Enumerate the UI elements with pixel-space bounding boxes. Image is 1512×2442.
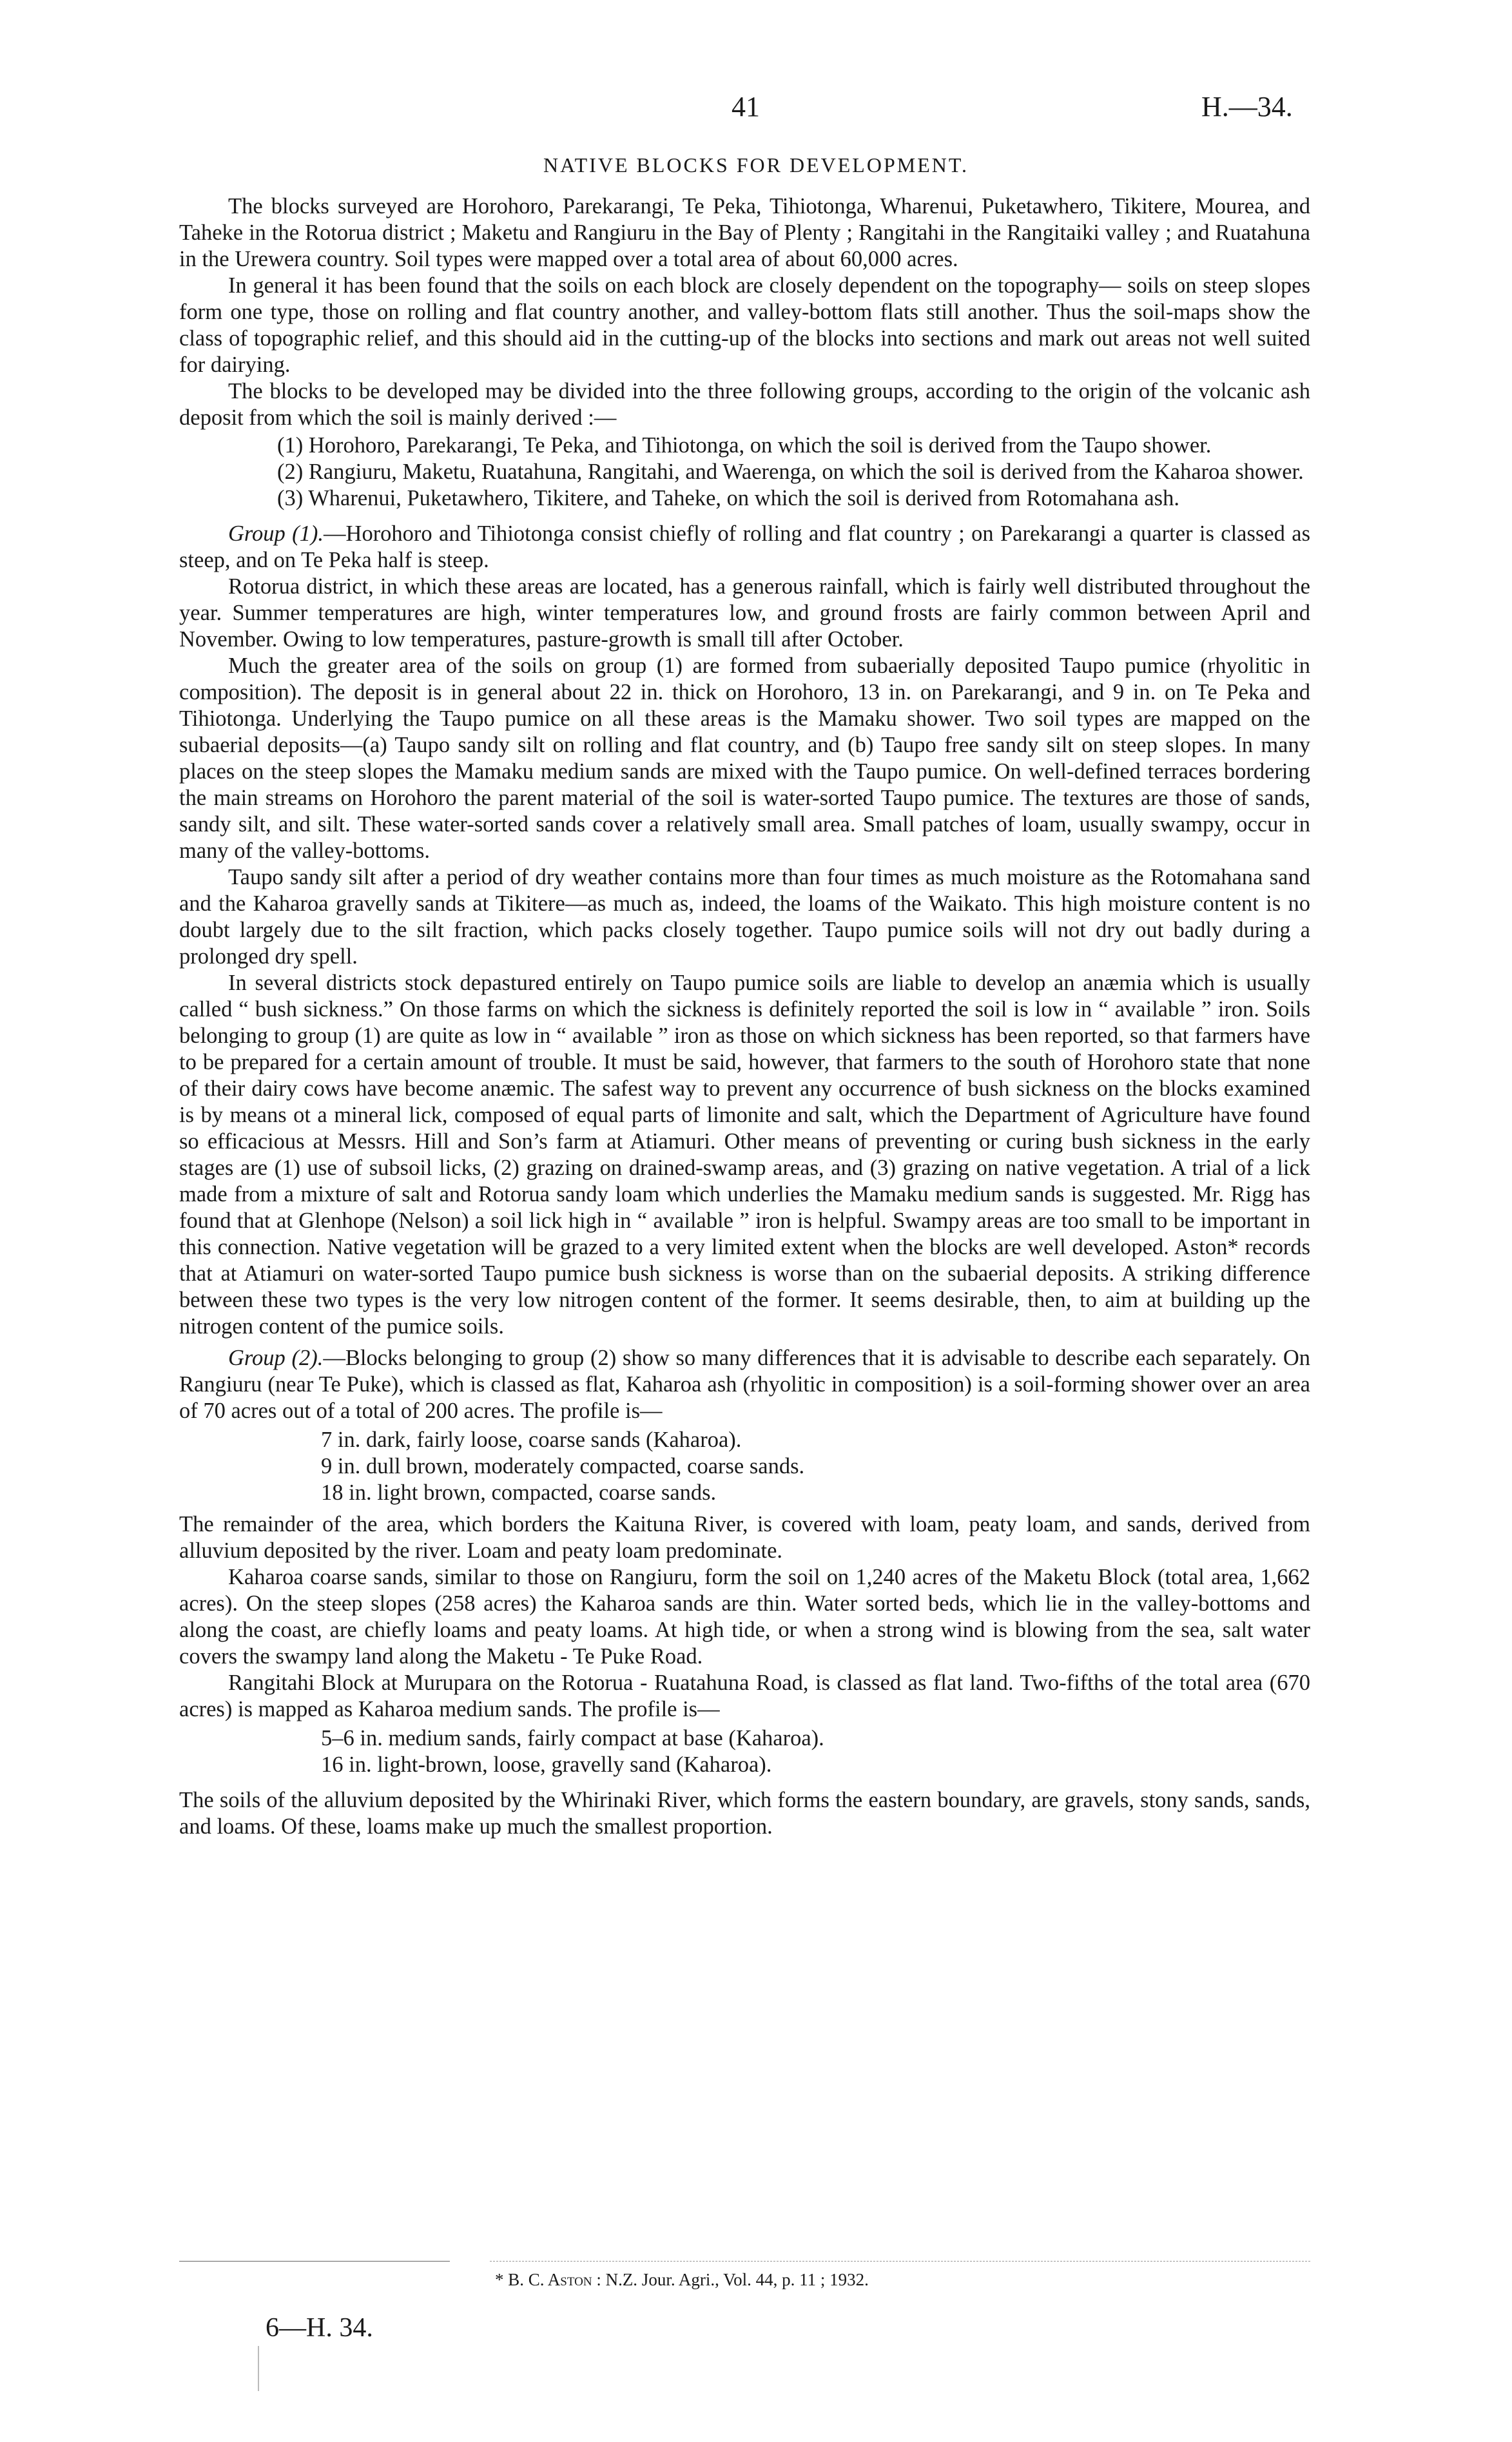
profile-line: 5–6 in. medium sands, fairly compact at base (Kaharoa). [321,1726,824,1750]
paragraph-moisture: Taupo sandy silt after a period of dry weather contains more than four times as much moisture as the Rotomahana sand and the Kaharoa gravelly sands at Tikitere—as much as, indeed, the loams of the Waikato. This high moisture content is no doubt largely due to the silt fraction, which packs closely together. Taupo pumice soils will not dry out badly during a prolonged dry spell. [179,865,1310,969]
groups-list-item: (3) Wharenui, Puketawhero, Tikitere, and Taheke, on which the soil is derived from Rotomahana ash. [277,486,1179,510]
printer-signature: 6—H. 34. [266,2313,373,2343]
footnote-rule-dashed [490,2261,1310,2262]
profile-line: 18 in. light brown, compacted, coarse sands. [321,1480,717,1505]
paragraph-bush-sickness: In several districts stock depastured entirely on Taupo pumice soils are liable to develop an anæmia which is usually called “ bush sickness.” On those farms on which the sickness is definitely reported the soil is low in “ available ” iron. Soils belonging to group (1) are quite as low in “ available ” iron as those on which sickness has been reported, so that farmers have to be prepared for a certain amount of trouble. It must be said, however, that farmers to the south of Horohoro state that none of their dairy cows have become anæmic. The safest way to prevent any occurrence of bush sickness on the blocks examined is by means ot a mineral lick, composed of equal parts of limonite and salt, which the Department of Agriculture have found so efficacious at Messrs. Hill and Son’s farm at Atiamuri. Other means of preventing or curing bush sickness in the early stages are (1) use of subsoil licks, (2) grazing on drained-swamp areas, and (3) grazing on native vegetation. A trial of a lick made from a mixture of salt and Rotorua sandy loam which underlies the Mamaku medium sands is suggested. Mr. Rigg has found that at Glenhope (Nelson) a soil lick high in “ available ” iron is helpful. Swampy areas are too small to be important in this connection. Native vegetation will be grazed to a very limited extent when the blocks are well developed. Aston* records that at Atiamuri on water-sorted Taupo pumice bush sickness is worse than on the subaerial deposits. A striking difference between these two types is the very low nitrogen content of the former. It seems desirable, then, to aim at building up the nitrogen content of the pumice soils. [179,971,1310,1339]
group2-lead-text: —Blocks belonging to group (2) show so many differences that it is advisable to describe each separately. On Rangiuru (near Te Puke), which is classed as flat, Kaharoa ash (rhyolitic in composition) is a soil-forming shower over an area of 70 acres out of a total of 200 acres. The profile is— [179,1346,1311,1423]
footnote [495,2270,869,2290]
margin-mark [258,2346,259,2391]
paragraph-intro-3: The blocks to be developed may be divided into the three following groups, according to the origin of the volcanic ash deposit from which the soil is mainly derived :— [179,379,1310,430]
profile-line: 16 in. light-brown, loose, gravelly sand (Kaharoa). [321,1752,772,1777]
paragraph-group2-lead [179,1345,1310,1424]
paragraph-group1-lead [179,521,1310,574]
groups-list-item: (2) Rangiuru, Maketu, Ruatahuna, Rangitahi, and Waerenga, on which the soil is derived from the Kaharoa shower. [277,460,1304,484]
paragraph-intro-2: In general it has been found that the soils on each block are closely dependent on the topography— soils on steep slopes form one type, those on rolling and flat country another, and valley-bottom flats still another. Thus the soil-maps show the class of topographic relief, and this should aid in the cutting-up of the blocks into sections and mark out areas not well suited for dairying. [179,273,1310,377]
page-title: NATIVE BLOCKS FOR DEVELOPMENT. [543,153,969,177]
page-reference: H.—34. [1201,91,1293,122]
article-body [179,193,1310,1840]
group1-lead-text: —Horohoro and Tihiotonga consist chiefly of rolling and flat country ; on Parekarangi a quarter is classed as steep, and on Te Peka half is steep. [179,521,1310,572]
footnote-marker: * [495,2270,509,2289]
footnote-citation: : N.Z. Jour. Agri., Vol. 44, p. 11 ; 1932. [592,2270,869,2289]
page-number: 41 [732,91,760,122]
paragraph-taupo-pumice: Much the greater area of the soils on group (1) are formed from subaerially deposited Taupo pumice (rhyolitic in composition). The deposit is in general about 22 in. thick on Horohoro, 13 in. on Parekarangi, and 9 in. on Te Peka and Tihiotonga. Underlying the Taupo pumice on all these areas is the Mamaku shower. Two soil types are mapped on the subaerial deposits—(a) Taupo sandy silt on rolling and flat country, and (b) Taupo free sandy silt on steep slopes. In many places on the steep slopes the Mamaku medium sands are mixed with the Taupo pumice. On well-defined terraces bordering the main streams on Horohoro the parent material of the soil is water-sorted Taupo pumice. The textures are those of sands, sandy silt, and silt. These water-sorted sands cover a relatively small area. Small patches of loam, usually swampy, occur in many of the valley-bottoms. [179,654,1310,863]
profile-line: 7 in. dark, fairly loose, coarse sands (Kaharoa). [321,1428,742,1452]
paragraph-climate: Rotorua district, in which these areas are located, has a generous rainfall, which is fairly well distributed throughout the year. Summer temperatures are high, winter temperatures low, and ground frosts are fairly common between April and November. Owing to low temperatures, pasture-growth is small till after October. [179,574,1310,652]
groups-list [179,432,1310,512]
paragraph-rangitahi: Rangitahi Block at Murupara on the Rotorua - Ruatahuna Road, is classed as flat land. Two-fifths of the total area (670 acres) is mapped as Kaharoa medium sands. The profile is— [179,1671,1310,1721]
paragraph-intro-1: The blocks surveyed are Horohoro, Parekarangi, Te Peka, Tihiotonga, Wharenui, Puketawhero, Tikitere, Mourea, and Taheke in the Rotorua district ; Maketu and Rangiuru in the Bay of Plenty ; Rangitahi in the Rangitaiki valley ; and Ruatahuna in the Urewera country. Soil types were mapped over a total area of about 60,000 acres. [179,194,1310,271]
paragraph-maketu: Kaharoa coarse sands, similar to those on Rangiuru, form the soil on 1,240 acres of the Maketu Block (total area, 1,662 acres). On the steep slopes (258 acres) the Kaharoa sands are thin. Water sorted beds, which lie in the valley-bottoms and along the coast, are chiefly loams and peaty loams. At high tide, or when a strong wind is blowing from the sea, salt water covers the swampy land along the Maketu - Te Puke Road. [179,1565,1310,1669]
profile-line: 9 in. dull brown, moderately compacted, coarse sands. [321,1454,805,1478]
group1-label: Group (1). [228,521,324,546]
footnote-author: B. C. Aston [508,2270,592,2289]
paragraph-whirinaki: The soils of the alluvium deposited by the Whirinaki River, which forms the eastern boundary, are gravels, stony sands, sands, and loams. Of these, loams make up much the smallest proportion. [179,1788,1310,1839]
groups-list-item: (1) Horohoro, Parekarangi, Te Peka, and Tihiotonga, on which the soil is derived from the Taupo shower. [277,433,1212,458]
paragraph-kaituna: The remainder of the area, which borders the Kaituna River, is covered with loam, peaty loam, and sands, derived from alluvium deposited by the river. Loam and peaty loam predominate. [179,1512,1310,1563]
footnote-rule [179,2261,450,2262]
profile-rangiuru [179,1427,1310,1506]
group2-label: Group (2). [228,1346,324,1370]
profile-rangitahi [179,1725,1310,1778]
